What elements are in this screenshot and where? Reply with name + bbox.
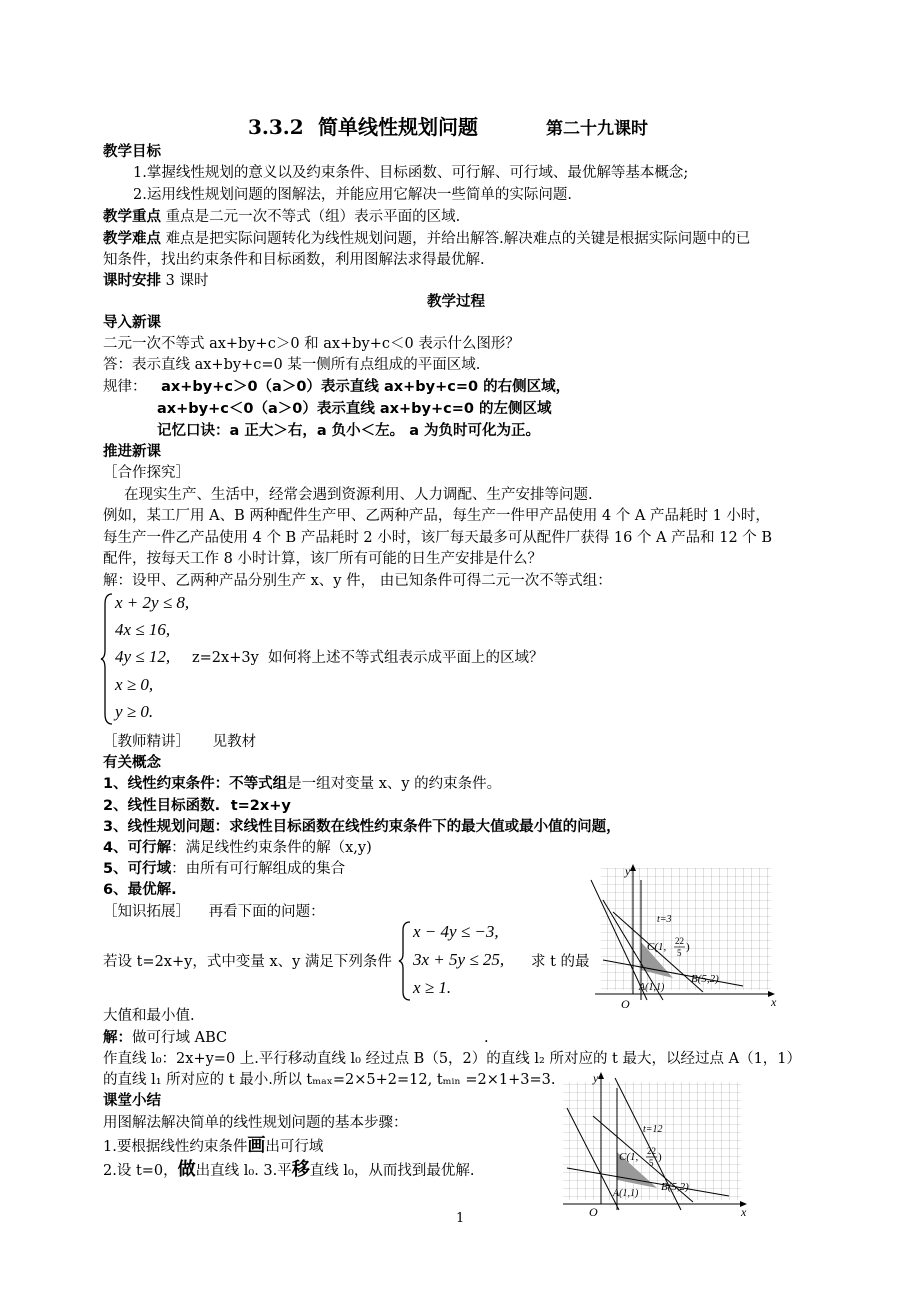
mnemonic: 记忆口诀：a 正大＞右，a 负小＜左。 a 为负时可化为正。 [157,423,541,439]
lesson-label: 第二十九课时 [546,119,648,139]
goal-item: 1.掌握线性规划的意义以及约束条件、目标函数、可行解、可行域、最优解等基本概念; [133,165,689,181]
concept-text: 求线性目标函数在线性约束条件下的最大值或最小值的问题， [229,819,621,835]
system-brace [100,592,114,726]
difficulty-text-cont: 知条件，找出约束条件和目标函数，利用图解法求得最优解. [103,252,485,268]
system-row: 4x ≤ 16, [115,620,171,639]
t-label: t=3 [657,914,672,925]
concepts-heading: 有关概念 [103,755,161,771]
point-a-label: A(1,1) [639,982,665,993]
y-arrow [630,864,636,871]
concept-label: 5、可行域 [103,861,172,877]
concept-label: 2、线性目标函数. [103,798,221,814]
concept-text: ：满足线性约束条件的解（x,y) [171,840,372,856]
feasible-region-figure-1 [583,860,783,1010]
extension-post: 求 t 的最 [531,954,590,970]
y-label: y [593,1071,599,1085]
y-label: y [625,864,631,878]
solution-line: 的直线 l₁ 所对应的 t 最小.所以 tₘₐₓ=2×5+2=12, tₘᵢₙ =2×1+3=3. [103,1072,556,1088]
frac-den: 5 [649,1158,654,1168]
paragraph: 例如，某工厂用 A、B 两种配件生产甲、乙两种产品，每生产一件甲产品使用 4 个 A 产品耗时 1 小时， [103,508,770,524]
constraint-row: x ≥ 1. [413,978,452,997]
schedule-label: 课时安排 [103,273,161,289]
paren-close: ) [658,1151,662,1163]
point-b-label: B(5,2) [691,973,719,985]
system-row: x ≥ 0, [115,675,154,694]
t-label: t=12 [643,1124,663,1135]
intro-answer: 答：表示直线 ax+by+c=0 某一侧所有点组成的平面区域. [103,357,481,373]
concept-label: 4、可行解 [103,840,172,856]
step-emphasis: 画 [247,1135,266,1156]
extension-text: 再看下面的问题： [208,904,325,920]
key-point-text: 重点是二元一次不等式（组）表示平面的区域. [165,209,461,225]
section-number: 3.3.2 [248,115,304,139]
extension-post-cont: 大值和最小值. [103,1008,195,1024]
system-row: 4y ≤ 12, [115,647,171,666]
constraint-row: 3x + 5y ≤ 25, [413,950,505,969]
difficulty-label: 教学难点 [103,231,161,247]
difficulty-text: 难点是把实际问题转化为线性规划问题，并给出解答.解决难点的关键是根据实际问题中的已 [165,231,751,247]
page-number: 1 [456,1211,465,1226]
concept-label: 1、线性约束条件： [103,776,230,792]
paragraph: 配件，按每天工作 8 小时计算，该厂所有可能的日生产安排是什么？ [103,551,542,567]
system-brace [398,920,412,1002]
rule-2: ax+by+c＜0（a＞0）表示直线 ax+by+c=0 的左侧区域 [157,401,552,417]
stray-dot: . [484,1030,489,1046]
extension-label: ［知识拓展］ [103,904,190,920]
grid [601,868,771,990]
origin-label: O [621,997,630,1010]
system-question: 如何将上述不等式组表示成平面上的区域？ [268,650,544,666]
solution-text: 做可行域 ABC [132,1030,228,1046]
coop-label: ［合作探究］ [103,465,190,481]
concept-bold: 不等式组 [229,776,288,792]
summary-intro: 用图解法解决简单的线性规划问题的基本步骤： [103,1115,408,1131]
concept-label: 3、线性规划问题： [103,819,230,835]
objective-function: z=2x+3y [192,650,259,666]
solution-line: 作直线 l₀：2x+y=0 上.平行移动直线 l₀ 经过点 B（5，2）的直线 l₂ 所对应的 t 最大，以经过点 A（1，1） [103,1051,802,1067]
teacher-text: 见教材 [212,734,257,750]
step-text: 出可行域 [265,1139,324,1155]
frac-num: 22 [675,936,684,946]
origin-label: O [589,1205,598,1218]
x-label: x [741,1205,747,1218]
page-title: 简单线性规划问题 [318,115,478,139]
rule-1: ax+by+c＞0（a＞0）表示直线 ax+by+c=0 的右侧区域， [161,379,571,395]
intro-heading: 导入新课 [103,315,161,331]
process-heading: 教学过程 [427,294,485,310]
step-text: 出直线 l₀. 3.平 [195,1163,292,1179]
rule-label: 规律： [103,379,147,395]
frac-num: 22 [647,1146,656,1156]
concept-label: 6、最优解. [103,882,177,898]
teacher-label: ［教师精讲］ [103,734,190,750]
paragraph: 每生产一件乙产品使用 4 个 B 产品耗时 2 小时，该厂每天最多可从配件厂获得 16 个 A 产品和 12 个 B [103,530,773,546]
concept-text: t=2x+y [230,798,291,814]
concept-text: ：由所有可行解组成的集合 [171,861,346,877]
constraint-row: x − 4y ≤ −3, [413,922,499,941]
point-c-label: C(1, [647,941,667,953]
step-text: 2.设 t=0， [103,1163,178,1179]
x-label: x [771,995,777,1009]
feasible-region-figure-2 [553,1068,753,1218]
key-point-label: 教学重点 [103,209,161,225]
y-arrow [598,1072,604,1079]
step-emphasis: 做 [177,1159,196,1180]
system-row: y ≥ 0. [115,702,154,721]
summary-heading: 课堂小结 [103,1093,161,1109]
point-b-label: B(5,2) [661,1181,689,1193]
goal-item: 2.运用线性规划问题的图解法，并能应用它解决一些简单的实际问题. [133,187,572,203]
solution-label: 解： [103,1030,132,1046]
step-text: 直线 l₀，从而找到最优解. [309,1163,475,1179]
step-emphasis: 移 [291,1159,310,1180]
new-lesson-heading: 推进新课 [103,444,161,460]
intro-question: 二元一次不等式 ax+by+c＞0 和 ax+by+c＜0 表示什么图形？ [103,336,520,352]
concept-text: 是一组对变量 x、y 的约束条件。 [287,776,502,792]
solution-line: 解：设甲、乙两种产品分别生产 x、y 件， 由已知条件可得二元一次不等式组： [103,573,612,589]
goals-heading: 教学目标 [103,144,161,160]
paren-close: ) [686,941,690,953]
point-a-label: A(1,1) [613,1188,639,1199]
system-row: x + 2y ≤ 8, [115,593,190,612]
paragraph: 在现实生产、生活中，经常会遇到资源利用、人力调配、生产安排等问题. [124,487,593,503]
step-text: 1.要根据线性约束条件 [103,1139,248,1155]
point-c-label: C(1, [619,1151,639,1163]
frac-den: 5 [677,948,682,958]
schedule-text: 3 课时 [165,273,209,289]
extension-pre: 若设 t=2x+y，式中变量 x、y 满足下列条件 [103,954,392,970]
